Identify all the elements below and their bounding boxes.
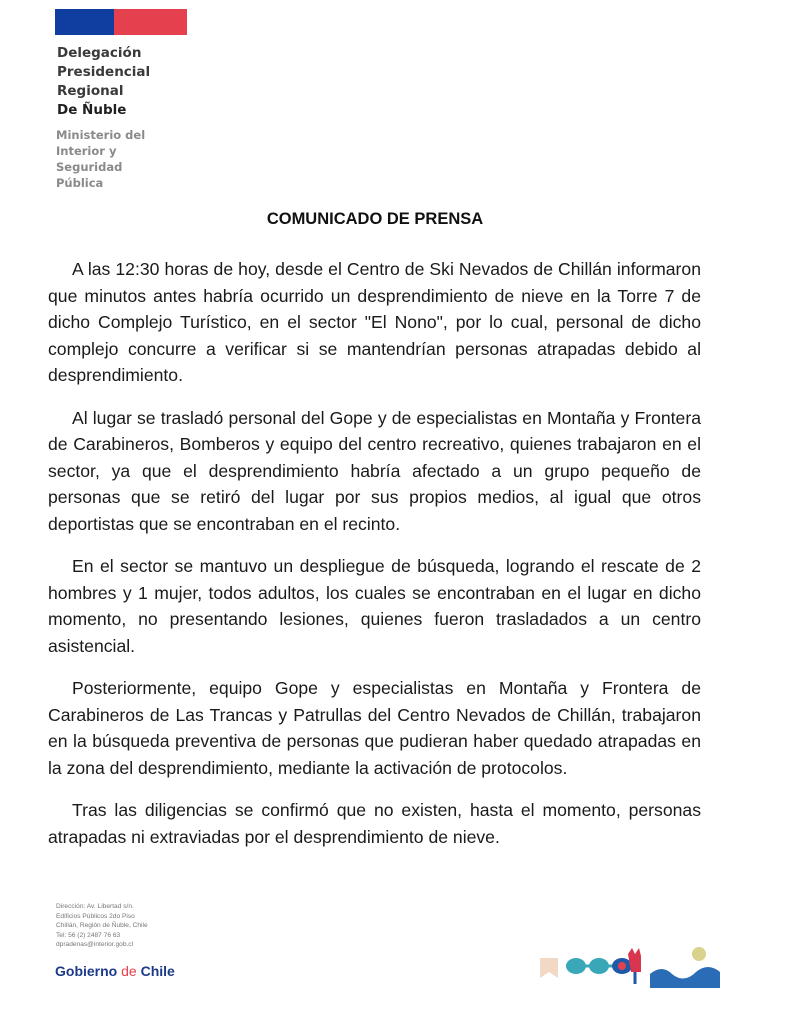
address-line: Chillán, Región de Ñuble, Chile xyxy=(56,922,148,930)
address-line: Dirección: Av. Libertad s/n. xyxy=(56,903,134,910)
decorative-regional-graphic xyxy=(538,944,722,990)
document-title: COMUNICADO DE PRENSA xyxy=(266,210,484,228)
gobierno-de-chile-logo xyxy=(55,963,175,979)
ministry-line: Ministerio del xyxy=(56,128,146,142)
ministry-line: Seguridad xyxy=(56,160,123,174)
gob-word: Chile xyxy=(136,963,175,979)
ministry-line: Pública xyxy=(56,176,104,190)
circle-chain-icon xyxy=(566,958,636,974)
ministry-line: Interior y xyxy=(56,144,117,158)
government-flag-logo xyxy=(55,9,187,35)
org-line: Delegación xyxy=(57,45,142,61)
sun-icon xyxy=(692,947,706,961)
gob-de-word: de xyxy=(121,963,137,979)
flag-red-block xyxy=(114,9,187,35)
press-release-body xyxy=(48,256,701,866)
address-line: Tel: 56 (2) 2487 76 63 xyxy=(56,931,121,939)
org-line: Presidencial xyxy=(57,64,151,80)
flag-blue-block xyxy=(55,9,114,35)
mountains-icon xyxy=(650,967,720,988)
paragraph: En el sector se mantuvo un despliegue de búsqueda, logrando el rescate de 2 hombres y 1 mujer, todos adultos, los cuales se encontraban en el lugar en dicho momento, no presentando lesiones, quienes fueron trasladados a un centro asistencial. xyxy=(48,556,701,656)
address-line: dpradenas@interior.gob.cl xyxy=(56,941,134,949)
ministry-name xyxy=(56,127,145,191)
paragraph: A las 12:30 horas de hoy, desde el Centro de Ski Nevados de Chillán informaron que minutos antes habría ocurrido un desprendimiento de nieve en la Torre 7 de dicho Complejo Turístico, en el sector "El Nono", por lo cual, personal de dicho complejo concurre a verificar si se mantendrían personas atrapadas debido al desprendimiento. xyxy=(48,259,701,385)
paragraph: Tras las diligencias se confirmó que no existen, hasta el momento, personas atrapadas ni extraviadas por el desprendimiento de nieve. xyxy=(48,800,701,847)
gob-word: Gobierno xyxy=(55,963,122,979)
org-line: Regional xyxy=(57,83,124,99)
paragraph: Al lugar se trasladó personal del Gope y de especialistas en Montaña y Frontera de Carabineros, Bomberos y equipo del centro recreativo, quienes trabajaron en el sector, ya que el desprendimiento habría afectado a un grupo pequeño de personas que se retiró del lugar por sus propios medios, al igual que otros deportistas que se encontraban en el recinto. xyxy=(48,407,701,534)
paragraph: Posteriormente, equipo Gope y especialistas en Montaña y Frontera de Carabineros de Las Trancas y Patrullas del Centro Nevados de Chillán, trabajaron en la búsqueda preventiva de personas que pudieran haber quedado atrapadas en la zona del desprendimiento, mediante la activación de protocolos. xyxy=(48,678,701,778)
pennant-shape xyxy=(540,958,558,978)
org-line: De Ñuble xyxy=(57,102,127,118)
address-line: Edificios Públicos 2do Piso xyxy=(56,912,135,920)
organization-name xyxy=(57,44,150,120)
footer-address xyxy=(56,902,148,950)
